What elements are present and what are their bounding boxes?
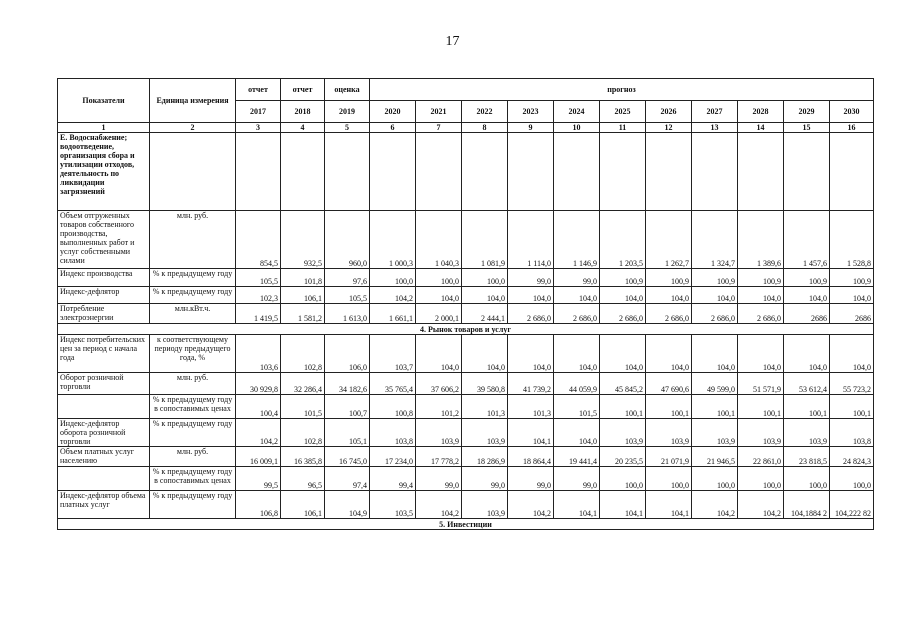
row-unit: % к предыдущему году bbox=[150, 419, 236, 447]
year-2026: 2026 bbox=[646, 101, 692, 123]
value-cell: 100,9 bbox=[830, 269, 874, 287]
value-cell: 100,0 bbox=[370, 269, 416, 287]
year-2019: 2019 bbox=[325, 101, 370, 123]
value-cell: 104,0 bbox=[784, 335, 830, 373]
value-cell: 2 686,0 bbox=[554, 304, 600, 324]
value-cell: 55 723,2 bbox=[830, 373, 874, 395]
value-cell: 1 528,8 bbox=[830, 211, 874, 269]
column-number: 2 bbox=[150, 123, 236, 133]
value-cell: 99,0 bbox=[416, 467, 462, 491]
value-cell: 18 864,4 bbox=[508, 447, 554, 467]
value-cell: 2 000,1 bbox=[416, 304, 462, 324]
row-label: Объем отгруженных товаров собственного производства, выполненных работ и услуг собственными силами bbox=[58, 211, 150, 269]
value-cell: 22 861,0 bbox=[738, 447, 784, 467]
value-cell: 1 581,2 bbox=[281, 304, 325, 324]
header-report-2017: отчет bbox=[236, 79, 281, 101]
table-row bbox=[58, 211, 874, 269]
value-cell: 21 946,5 bbox=[692, 447, 738, 467]
row-unit: млн. руб. bbox=[150, 211, 236, 269]
value-cell: 104,0 bbox=[600, 287, 646, 304]
value-cell: 1 146,9 bbox=[554, 211, 600, 269]
value-cell: 53 612,4 bbox=[784, 373, 830, 395]
table-row bbox=[58, 491, 874, 519]
value-cell: 100,0 bbox=[738, 467, 784, 491]
value-cell: 17 778,2 bbox=[416, 447, 462, 467]
value-cell: 100,8 bbox=[370, 395, 416, 419]
value-cell: 1 000,3 bbox=[370, 211, 416, 269]
table-row bbox=[58, 419, 874, 447]
value-cell: 97,6 bbox=[325, 269, 370, 287]
value-cell: 104,0 bbox=[646, 335, 692, 373]
row-label: Объем платных услуг населению bbox=[58, 447, 150, 467]
header-forecast: прогноз bbox=[370, 79, 874, 101]
column-number: 1 bbox=[58, 123, 150, 133]
table-row bbox=[58, 447, 874, 467]
value-cell: 100,0 bbox=[462, 269, 508, 287]
value-cell: 100,9 bbox=[784, 269, 830, 287]
value-cell: 1 081,9 bbox=[462, 211, 508, 269]
value-cell: 103,9 bbox=[784, 419, 830, 447]
value-cell: 103,9 bbox=[462, 491, 508, 519]
value-cell: 104,0 bbox=[692, 287, 738, 304]
row-label: Оборот розничной торговли bbox=[58, 373, 150, 395]
value-cell: 104,0 bbox=[508, 287, 554, 304]
value-cell: 104,9 bbox=[325, 491, 370, 519]
value-cell: 30 929,8 bbox=[236, 373, 281, 395]
value-cell: 99,0 bbox=[508, 467, 554, 491]
value-cell: 101,3 bbox=[508, 395, 554, 419]
value-cell: 2 686,0 bbox=[738, 304, 784, 324]
year-2027: 2027 bbox=[692, 101, 738, 123]
value-cell: 103,8 bbox=[830, 419, 874, 447]
value-cell: 100,1 bbox=[692, 395, 738, 419]
value-cell: 103,7 bbox=[370, 335, 416, 373]
row-unit: к соответствующему периоду предыдущего года, % bbox=[150, 335, 236, 373]
row-label: Индекс потребительских цен за период с начала года bbox=[58, 335, 150, 373]
value-cell: 2 686,0 bbox=[646, 304, 692, 324]
table-row bbox=[58, 269, 874, 287]
value-cell: 2 686,0 bbox=[600, 304, 646, 324]
value-cell: 34 182,6 bbox=[325, 373, 370, 395]
value-cell: 16 745,0 bbox=[325, 447, 370, 467]
value-cell: 104,2 bbox=[370, 287, 416, 304]
row-label: Индекс-дефлятор оборота розничной торговли bbox=[58, 419, 150, 447]
value-cell: 104,0 bbox=[554, 335, 600, 373]
value-cell: 104,0 bbox=[462, 335, 508, 373]
value-cell: 105,5 bbox=[236, 269, 281, 287]
value-cell: 104,0 bbox=[600, 335, 646, 373]
column-number: 13 bbox=[692, 123, 738, 133]
value-cell: 101,5 bbox=[281, 395, 325, 419]
year-2023: 2023 bbox=[508, 101, 554, 123]
value-cell: 100,7 bbox=[325, 395, 370, 419]
value-cell: 106,1 bbox=[281, 491, 325, 519]
table-row bbox=[58, 395, 874, 419]
value-cell: 100,9 bbox=[600, 269, 646, 287]
row-label: Потребление электроэнергии bbox=[58, 304, 150, 324]
value-cell: 100,1 bbox=[738, 395, 784, 419]
value-cell: 24 824,3 bbox=[830, 447, 874, 467]
section-e-title: Е. Водоснабжение; водоотведение, организация сбора и утилизации отходов, деятельность по ликвидации загрязнений bbox=[58, 133, 150, 211]
value-cell: 104,0 bbox=[416, 287, 462, 304]
value-cell: 104,0 bbox=[554, 287, 600, 304]
year-2017: 2017 bbox=[236, 101, 281, 123]
value-cell: 99,5 bbox=[236, 467, 281, 491]
value-cell: 104,0 bbox=[738, 335, 784, 373]
column-number: 7 bbox=[416, 123, 462, 133]
section-e-row bbox=[58, 133, 874, 211]
value-cell: 104,1 bbox=[508, 419, 554, 447]
value-cell: 97,4 bbox=[325, 467, 370, 491]
value-cell: 2686 bbox=[830, 304, 874, 324]
value-cell: 103,6 bbox=[236, 335, 281, 373]
row-label bbox=[58, 467, 150, 491]
value-cell: 47 690,6 bbox=[646, 373, 692, 395]
value-cell: 103,9 bbox=[416, 419, 462, 447]
value-cell: 106,8 bbox=[236, 491, 281, 519]
value-cell: 2 444,1 bbox=[462, 304, 508, 324]
column-number: 14 bbox=[738, 123, 784, 133]
section-4-title: 4. Рынок товаров и услуг bbox=[58, 324, 874, 335]
value-cell: 104,1884 2 bbox=[784, 491, 830, 519]
column-number: 16 bbox=[830, 123, 874, 133]
value-cell: 100,1 bbox=[646, 395, 692, 419]
value-cell: 49 599,0 bbox=[692, 373, 738, 395]
value-cell: 1 613,0 bbox=[325, 304, 370, 324]
value-cell: 100,0 bbox=[692, 467, 738, 491]
header-report-2018: отчет bbox=[281, 79, 325, 101]
value-cell: 101,3 bbox=[462, 395, 508, 419]
value-cell: 104,1 bbox=[554, 491, 600, 519]
value-cell: 1 114,0 bbox=[508, 211, 554, 269]
value-cell: 104,0 bbox=[784, 287, 830, 304]
column-number: 3 bbox=[236, 123, 281, 133]
value-cell: 1 203,5 bbox=[600, 211, 646, 269]
value-cell: 102,8 bbox=[281, 419, 325, 447]
row-unit: % к предыдущему году в сопоставимых ценах bbox=[150, 467, 236, 491]
value-cell: 104,0 bbox=[554, 419, 600, 447]
row-label: Индекс-дефлятор объема платных услуг bbox=[58, 491, 150, 519]
table-row bbox=[58, 335, 874, 373]
value-cell: 100,1 bbox=[784, 395, 830, 419]
value-cell: 103,9 bbox=[692, 419, 738, 447]
value-cell: 100,4 bbox=[236, 395, 281, 419]
value-cell: 45 845,2 bbox=[600, 373, 646, 395]
value-cell: 16 385,8 bbox=[281, 447, 325, 467]
page-number: 17 bbox=[445, 34, 460, 49]
value-cell: 105,5 bbox=[325, 287, 370, 304]
value-cell: 99,0 bbox=[554, 467, 600, 491]
column-number: 15 bbox=[784, 123, 830, 133]
value-cell: 99,0 bbox=[462, 467, 508, 491]
row-unit: млн.кВт.ч. bbox=[150, 304, 236, 324]
value-cell: 100,0 bbox=[646, 467, 692, 491]
header-estimate: оценка bbox=[325, 79, 370, 101]
row-label bbox=[58, 395, 150, 419]
year-2030: 2030 bbox=[830, 101, 874, 123]
value-cell: 104,1 bbox=[600, 491, 646, 519]
value-cell: 1 419,5 bbox=[236, 304, 281, 324]
value-cell: 1 457,6 bbox=[784, 211, 830, 269]
value-cell: 100,9 bbox=[692, 269, 738, 287]
value-cell: 35 765,4 bbox=[370, 373, 416, 395]
value-cell: 104,1 bbox=[646, 491, 692, 519]
value-cell: 23 818,5 bbox=[784, 447, 830, 467]
value-cell: 100,0 bbox=[416, 269, 462, 287]
value-cell: 99,4 bbox=[370, 467, 416, 491]
value-cell: 51 571,9 bbox=[738, 373, 784, 395]
header-indicator: Показатели bbox=[58, 79, 150, 123]
value-cell: 104,2 bbox=[508, 491, 554, 519]
year-2022: 2022 bbox=[462, 101, 508, 123]
value-cell: 106,1 bbox=[281, 287, 325, 304]
value-cell: 39 580,8 bbox=[462, 373, 508, 395]
row-label: Индекс-дефлятор bbox=[58, 287, 150, 304]
value-cell: 104,2 bbox=[692, 491, 738, 519]
value-cell: 104,2 bbox=[416, 491, 462, 519]
value-cell: 37 606,2 bbox=[416, 373, 462, 395]
year-2029: 2029 bbox=[784, 101, 830, 123]
value-cell: 20 235,5 bbox=[600, 447, 646, 467]
table-row bbox=[58, 304, 874, 324]
value-cell: 102,3 bbox=[236, 287, 281, 304]
value-cell: 100,1 bbox=[830, 395, 874, 419]
value-cell: 100,0 bbox=[784, 467, 830, 491]
row-unit: млн. руб. bbox=[150, 373, 236, 395]
row-label: Индекс производства bbox=[58, 269, 150, 287]
column-number: 4 bbox=[281, 123, 325, 133]
value-cell: 960,0 bbox=[325, 211, 370, 269]
value-cell: 104,2 bbox=[738, 491, 784, 519]
section-5-row bbox=[58, 519, 874, 530]
value-cell: 100,0 bbox=[830, 467, 874, 491]
value-cell: 104,0 bbox=[416, 335, 462, 373]
row-unit: % к предыдущему году в сопоставимых ценах bbox=[150, 395, 236, 419]
column-number: 12 bbox=[646, 123, 692, 133]
column-number: 8 bbox=[462, 123, 508, 133]
value-cell: 103,5 bbox=[370, 491, 416, 519]
value-cell: 104,0 bbox=[738, 287, 784, 304]
row-unit: % к предыдущему году bbox=[150, 287, 236, 304]
year-2025: 2025 bbox=[600, 101, 646, 123]
row-unit: млн. руб. bbox=[150, 447, 236, 467]
value-cell: 1 389,6 bbox=[738, 211, 784, 269]
value-cell: 102,8 bbox=[281, 335, 325, 373]
value-cell: 19 441,4 bbox=[554, 447, 600, 467]
value-cell: 101,2 bbox=[416, 395, 462, 419]
value-cell: 32 286,4 bbox=[281, 373, 325, 395]
value-cell: 104,0 bbox=[462, 287, 508, 304]
value-cell: 103,9 bbox=[646, 419, 692, 447]
value-cell: 2 686,0 bbox=[508, 304, 554, 324]
value-cell: 1 324,7 bbox=[692, 211, 738, 269]
value-cell: 103,8 bbox=[370, 419, 416, 447]
value-cell: 99,0 bbox=[554, 269, 600, 287]
value-cell: 44 059,9 bbox=[554, 373, 600, 395]
value-cell: 41 739,2 bbox=[508, 373, 554, 395]
value-cell: 103,9 bbox=[600, 419, 646, 447]
value-cell: 105,1 bbox=[325, 419, 370, 447]
table-row bbox=[58, 287, 874, 304]
column-number: 11 bbox=[600, 123, 646, 133]
value-cell: 106,0 bbox=[325, 335, 370, 373]
value-cell: 101,8 bbox=[281, 269, 325, 287]
value-cell: 17 234,0 bbox=[370, 447, 416, 467]
value-cell: 932,5 bbox=[281, 211, 325, 269]
column-number: 6 bbox=[370, 123, 416, 133]
value-cell: 104,0 bbox=[646, 287, 692, 304]
value-cell: 101,5 bbox=[554, 395, 600, 419]
value-cell: 104,0 bbox=[830, 335, 874, 373]
column-numbers-row bbox=[58, 123, 874, 133]
value-cell: 99,0 bbox=[508, 269, 554, 287]
value-cell: 104,222 82 bbox=[830, 491, 874, 519]
column-number: 9 bbox=[508, 123, 554, 133]
row-unit: % к предыдущему году bbox=[150, 269, 236, 287]
value-cell: 1 661,1 bbox=[370, 304, 416, 324]
section-4-row bbox=[58, 324, 874, 335]
value-cell: 854,5 bbox=[236, 211, 281, 269]
year-2028: 2028 bbox=[738, 101, 784, 123]
forecast-table bbox=[57, 78, 874, 530]
column-number: 5 bbox=[325, 123, 370, 133]
value-cell: 2686 bbox=[784, 304, 830, 324]
value-cell: 21 071,9 bbox=[646, 447, 692, 467]
table-row bbox=[58, 373, 874, 395]
value-cell: 104,2 bbox=[236, 419, 281, 447]
value-cell: 103,9 bbox=[738, 419, 784, 447]
value-cell: 18 286,9 bbox=[462, 447, 508, 467]
value-cell: 16 009,1 bbox=[236, 447, 281, 467]
value-cell: 100,9 bbox=[646, 269, 692, 287]
value-cell: 104,0 bbox=[692, 335, 738, 373]
year-2021: 2021 bbox=[416, 101, 462, 123]
value-cell: 96,5 bbox=[281, 467, 325, 491]
value-cell: 104,0 bbox=[830, 287, 874, 304]
year-2020: 2020 bbox=[370, 101, 416, 123]
year-2018: 2018 bbox=[281, 101, 325, 123]
section-5-title: 5. Инвестиции bbox=[58, 519, 874, 530]
row-unit: % к предыдущему году bbox=[150, 491, 236, 519]
value-cell: 100,0 bbox=[600, 467, 646, 491]
year-2024: 2024 bbox=[554, 101, 600, 123]
value-cell: 103,9 bbox=[462, 419, 508, 447]
column-number: 10 bbox=[554, 123, 600, 133]
value-cell: 104,0 bbox=[508, 335, 554, 373]
value-cell: 1 040,3 bbox=[416, 211, 462, 269]
value-cell: 100,1 bbox=[600, 395, 646, 419]
table-row bbox=[58, 467, 874, 491]
value-cell: 2 686,0 bbox=[692, 304, 738, 324]
value-cell: 1 262,7 bbox=[646, 211, 692, 269]
header-unit: Единица измерения bbox=[150, 79, 236, 123]
value-cell: 100,9 bbox=[738, 269, 784, 287]
